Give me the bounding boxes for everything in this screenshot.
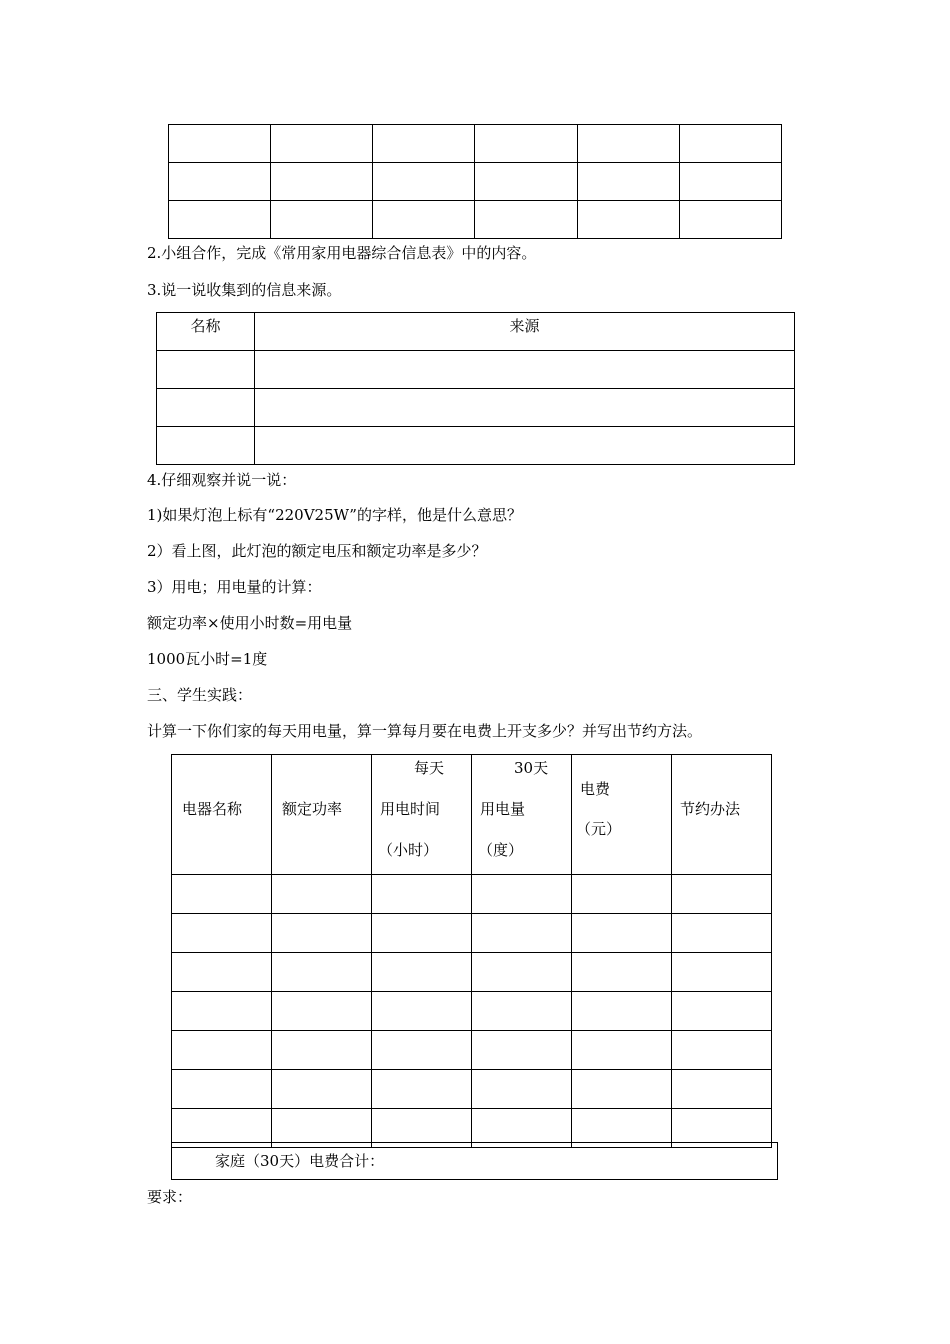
- header-daily-line1: 每天: [414, 759, 445, 777]
- table-cell: [572, 875, 672, 914]
- table-row: [169, 201, 782, 239]
- table-cell: [572, 1070, 672, 1109]
- header-saving: [672, 755, 772, 875]
- header-saving-label: 节约办法: [680, 800, 741, 818]
- table-cell: [572, 914, 672, 953]
- table-cell: [272, 953, 372, 992]
- table-cell: [271, 163, 373, 201]
- total-fee-label: 家庭（30天）电费合计：: [215, 1152, 385, 1170]
- table-cell: [472, 914, 572, 953]
- blank-info-table: [168, 124, 782, 239]
- header-fee-line2: （元）: [576, 820, 622, 838]
- table-row: [172, 953, 772, 992]
- table-cell: [157, 427, 255, 465]
- table-cell: [372, 1031, 472, 1070]
- table-cell: [169, 201, 271, 239]
- table-cell: [373, 125, 475, 163]
- table-cell: [472, 875, 572, 914]
- table-cell: [172, 875, 272, 914]
- table-cell: [172, 1070, 272, 1109]
- table-cell: [472, 1070, 572, 1109]
- table-cell: [271, 125, 373, 163]
- table-row: [157, 427, 795, 465]
- header-monthly-line1: 30天: [514, 759, 549, 777]
- table-row: [157, 351, 795, 389]
- table-cell: [255, 351, 795, 389]
- table-cell: [475, 125, 577, 163]
- table-cell: [679, 163, 781, 201]
- paragraph-task-3: 3.说一说收集到的信息来源。: [147, 281, 342, 299]
- table-row: [169, 163, 782, 201]
- table-cell: [572, 953, 672, 992]
- practice-task: 计算一下你们家的每天用电量，算一算每月要在电费上开支多少？并写出节约方法。: [147, 722, 703, 740]
- table-cell: [577, 201, 679, 239]
- source-table: [156, 312, 795, 465]
- table-cell: [372, 914, 472, 953]
- table-cell: [472, 1031, 572, 1070]
- table-row: [157, 389, 795, 427]
- table-cell: [672, 875, 772, 914]
- table-cell: [169, 163, 271, 201]
- header-fee-line1: 电费: [580, 780, 611, 798]
- table-cell: [157, 351, 255, 389]
- requirement-label: 要求：: [147, 1188, 193, 1206]
- table-cell: [172, 1031, 272, 1070]
- table-cell: [472, 992, 572, 1031]
- table-cell: [672, 992, 772, 1031]
- electricity-usage-table: [171, 754, 772, 1148]
- table-cell: [372, 1070, 472, 1109]
- table-cell: [172, 953, 272, 992]
- table-cell: [672, 1031, 772, 1070]
- formula-unit: 1000瓦小时=1度: [147, 650, 268, 668]
- header-appliance: [172, 755, 272, 875]
- table-header-row: [157, 313, 795, 351]
- table-cell: [172, 914, 272, 953]
- table-cell: [679, 125, 781, 163]
- header-daily-line3: （小时）: [378, 841, 439, 859]
- table-cell: [572, 992, 672, 1031]
- header-monthly-line2: 用电量: [480, 800, 526, 818]
- table-cell: [272, 1070, 372, 1109]
- table-cell: [679, 201, 781, 239]
- table-cell: [372, 953, 472, 992]
- table-cell: [373, 201, 475, 239]
- table-cell: [475, 201, 577, 239]
- table-row: [172, 914, 772, 953]
- paragraph-task-2: 2.小组合作，完成《常用家用电器综合信息表》中的内容。: [147, 244, 537, 262]
- table-cell: [172, 992, 272, 1031]
- table-cell: [372, 875, 472, 914]
- total-fee-row: [171, 1142, 778, 1180]
- table-cell: [577, 125, 679, 163]
- section-heading: 三、学生实践：: [147, 686, 253, 704]
- table-header-row: [172, 755, 772, 875]
- table-cell: [672, 953, 772, 992]
- table-cell: [271, 201, 373, 239]
- header-power-label: 额定功率: [282, 800, 343, 818]
- table-cell: [572, 1031, 672, 1070]
- table-cell: [272, 1031, 372, 1070]
- table-cell: [577, 163, 679, 201]
- table-row: [172, 992, 772, 1031]
- table-cell: [373, 163, 475, 201]
- formula-usage: 额定功率×使用小时数=用电量: [147, 614, 353, 632]
- table-row: [169, 125, 782, 163]
- table-row: [172, 875, 772, 914]
- paragraph-task-4-1: 1)如果灯泡上标有“220V25W”的字样，他是什么意思？: [147, 506, 522, 524]
- table-cell: [169, 125, 271, 163]
- paragraph-task-4-2: 2）看上图，此灯泡的额定电压和额定功率是多少？: [147, 542, 487, 560]
- table-cell: [272, 992, 372, 1031]
- header-name: 名称: [157, 313, 255, 351]
- table-cell: [272, 914, 372, 953]
- table-cell: [475, 163, 577, 201]
- table-row: [172, 1070, 772, 1109]
- header-daily-hours: [372, 755, 472, 875]
- paragraph-task-4: 4.仔细观察并说一说：: [147, 471, 297, 489]
- table-cell: [472, 953, 572, 992]
- table-cell: [272, 875, 372, 914]
- header-monthly-line3: （度）: [478, 841, 524, 859]
- table-cell: [157, 389, 255, 427]
- header-monthly-usage: [472, 755, 572, 875]
- table-cell: [672, 1070, 772, 1109]
- header-power: [272, 755, 372, 875]
- table-cell: [672, 914, 772, 953]
- table-cell: [255, 427, 795, 465]
- header-appliance-label: 电器名称: [182, 800, 243, 818]
- paragraph-task-4-3: 3）用电；用电量的计算：: [147, 578, 322, 596]
- header-source: 来源: [255, 313, 795, 351]
- table-cell: [372, 992, 472, 1031]
- header-daily-line2: 用电时间: [380, 800, 441, 818]
- table-cell: [255, 389, 795, 427]
- header-fee: [572, 755, 672, 875]
- table-row: [172, 1031, 772, 1070]
